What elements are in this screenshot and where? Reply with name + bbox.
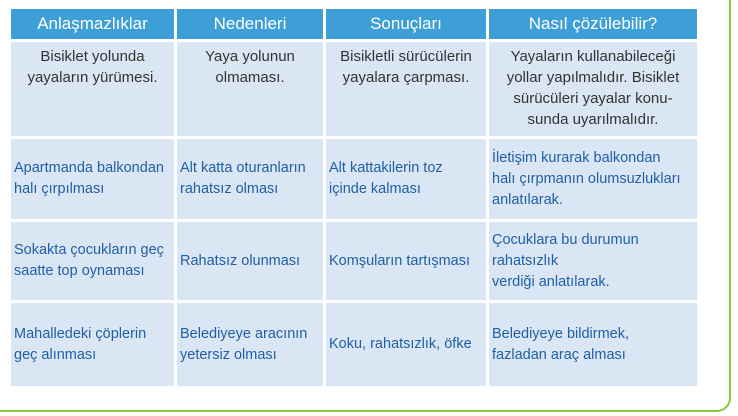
cell-result: Bisikletli sürücülerin yayalara çarpması.	[326, 42, 486, 136]
header-row	[11, 9, 697, 39]
table-row	[11, 42, 697, 136]
table-row	[11, 222, 697, 300]
cell-result: Koku, rahatsızlık, öfke	[326, 303, 486, 386]
cell-solution: İletişim kurarak balkondan halı çırpmanın olumsuzlukları anlatılarak.	[489, 139, 697, 219]
cell-conflict: Sokakta çocukların geç saatte top oynaması	[11, 222, 174, 300]
header-conflicts: Anlaşmazlıklar	[11, 9, 174, 39]
header-solutions: Nasıl çözülebilir?	[489, 9, 697, 39]
cell-result: Komşuların tartışması	[326, 222, 486, 300]
cell-conflict: Bisiklet yolunda yayaların yürümesi.	[11, 42, 174, 136]
cell-cause: Yaya yolunun olmaması.	[177, 42, 323, 136]
cell-cause: Alt katta oturanların rahatsız olması	[177, 139, 323, 219]
cell-cause: Belediyeye aracının yetersiz olması	[177, 303, 323, 386]
cell-solution: Belediyeye bildirmek, fazladan araç alması	[489, 303, 697, 386]
cell-cause: Rahatsız olunması	[177, 222, 323, 300]
table-row	[11, 303, 697, 386]
header-results: Sonuçları	[326, 9, 486, 39]
cell-conflict: Apartmanda balkondan halı çırpılması	[11, 139, 174, 219]
cell-solution: Yayaların kullanabileceği yollar yapılmalıdır. Bisiklet sürücüleri yayalar konu- sunda uyarılmalıdır.	[489, 42, 697, 136]
header-causes: Nedenleri	[177, 9, 323, 39]
cell-result: Alt kattakilerin toz içinde kalması	[326, 139, 486, 219]
conflict-table	[8, 6, 700, 389]
cell-conflict: Mahalledeki çöplerin geç alınması	[11, 303, 174, 386]
table-row	[11, 139, 697, 219]
cell-solution: Çocuklara bu durumun rahatsızlık verdiği anlatılarak.	[489, 222, 697, 300]
